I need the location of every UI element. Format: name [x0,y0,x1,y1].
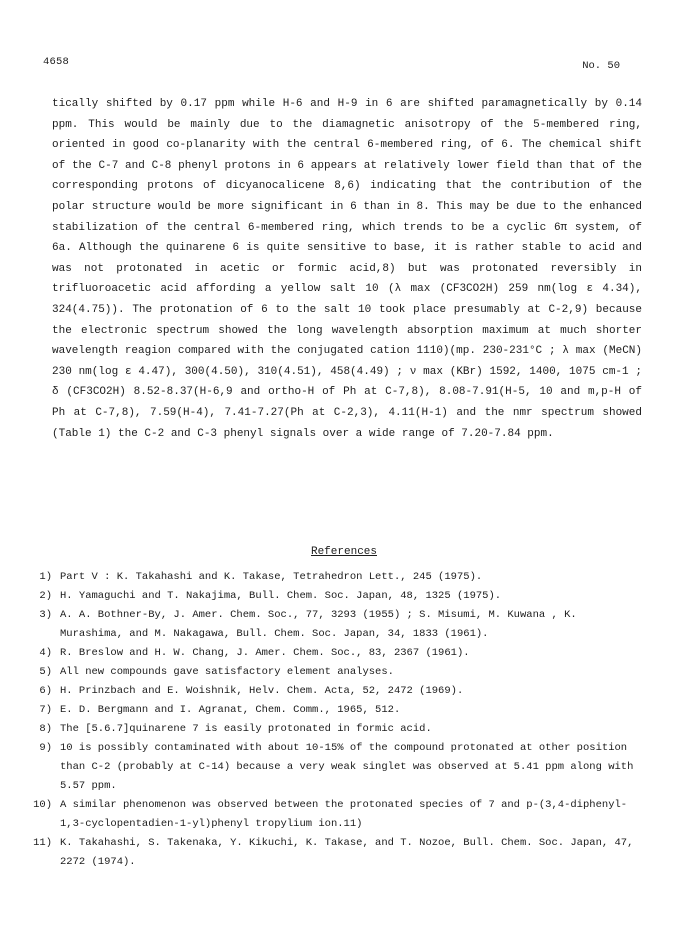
reference-text: H. Prinzbach and E. Woishnik, Helv. Chem. Acta, 52, 2472 (1969). [60,685,464,697]
reference-number: 5) [39,666,52,678]
reference-item [30,587,645,606]
issue-number: No. 50 [582,60,620,72]
reference-number: 8) [39,723,52,735]
reference-item [30,663,645,682]
reference-item [30,834,645,872]
reference-item [30,682,645,701]
reference-text: H. Yamaguchi and T. Nakajima, Bull. Chem. Soc. Japan, 48, 1325 (1975). [60,590,502,602]
page-number: 4658 [43,56,70,68]
reference-item [30,701,645,720]
reference-text: All new compounds gave satisfactory element analyses. [60,666,394,678]
reference-number: 1) [39,571,52,583]
reference-number: 10) [33,799,52,811]
reference-number: 11) [33,837,52,849]
reference-number: 3) [39,609,52,621]
reference-number: 7) [39,704,52,716]
reference-item [30,720,645,739]
reference-item [30,568,645,587]
reference-text: A similar phenomenon was observed between the protonated species of 7 and p-(3,4-diphenyl-1,3-cyclopentadien-1-yl)phenyl tropylium ion.11) [60,799,628,830]
references-list [30,568,645,872]
reference-text: K. Takahashi, S. Takenaka, Y. Kikuchi, K. Takase, and T. Nozoe, Bull. Chem. Soc. Japan, 47, 2272 (1974). [60,837,634,868]
reference-item [30,606,645,644]
reference-item [30,796,645,834]
reference-text: E. D. Bergmann and I. Agranat, Chem. Comm., 1965, 512. [60,704,401,716]
reference-item [30,644,645,663]
reference-text: The [5.6.7]quinarene 7 is easily protonated in formic acid. [60,723,432,735]
reference-text: A. A. Bothner-By, J. Amer. Chem. Soc., 77, 3293 (1955) ; S. Misumi, M. Kuwana , K. Murashima, and M. Nakagawa, Bull. Chem. Soc. Japan, 34, 1833 (1961). [60,609,577,640]
reference-item [30,739,645,796]
reference-text: Part V : K. Takahashi and K. Takase, Tetrahedron Lett., 245 (1975). [60,571,483,583]
body-text [52,94,642,444]
body-paragraph: tically shifted by 0.17 ppm while H-6 and H-9 in 6 are shifted paramagnetically by 0.14 ppm. This would be mainly due to the diamagnetic anisotropy of the 5-membered ring, oriented in good co-planarity with the central 6-membered ring, of 6. The chemical shift of the C-7 and C-8 phenyl protons in 6 appears at relatively lower field than that of the corresponding protons of dicyanocalicene 8,6) indicating that the contribution of the polar structure would be more significant in 6 than in 8. This may be due to the enhanced stabilization of the central 6-membered ring, which trends to be a cyclic 6π system, of 6a. Although the quinarene 6 is quite sensitive to base, it is rather stable to acid and was not protonated in acetic or formic acid,8) but was protonated reversibly in trifluoroacetic acid affording a yellow salt 10 (λ max (CF3CO2H) 259 nm(log ε 4.34), 324(4.75)). The protonation of 6 to the salt 10 took place presumably at C-2,9) because the electronic spectrum showed the long wavelength absorption maximum at much shorter wavelength reagion compared with the conjugated cation 1110)(mp. 230-231°C ; λ max (MeCN) 230 nm(log ε 4.47), 300(4.50), 310(4.51), 458(4.49) ; ν max (KBr) 1592, 1400, 1075 cm-1 ; δ (CF3CO2H) 8.52-8.37(H-6,9 and ortho-H of Ph at C-7,8), 8.08-7.91(H-5, 10 and m,p-H of Ph at C-7,8), 7.59(H-4), 7.41-7.27(Ph at C-2,3), 4.11(H-1) and the nmr spectrum showed (Table 1) the C-2 and C-3 phenyl signals over a wide range of 7.20-7.84 ppm. [52,98,642,440]
reference-text: 10 is possibly contaminated with about 10-15% of the compound protonated at other position than C-2 (probably at C-14) because a very weak singlet was observed at 5.41 ppm along with 5.57 ppm. [60,742,634,792]
reference-number: 4) [39,647,52,659]
reference-number: 6) [39,685,52,697]
reference-number: 2) [39,590,52,602]
reference-text: R. Breslow and H. W. Chang, J. Amer. Chem. Soc., 83, 2367 (1961). [60,647,470,659]
reference-number: 9) [39,742,52,754]
references-heading: References [310,546,377,558]
